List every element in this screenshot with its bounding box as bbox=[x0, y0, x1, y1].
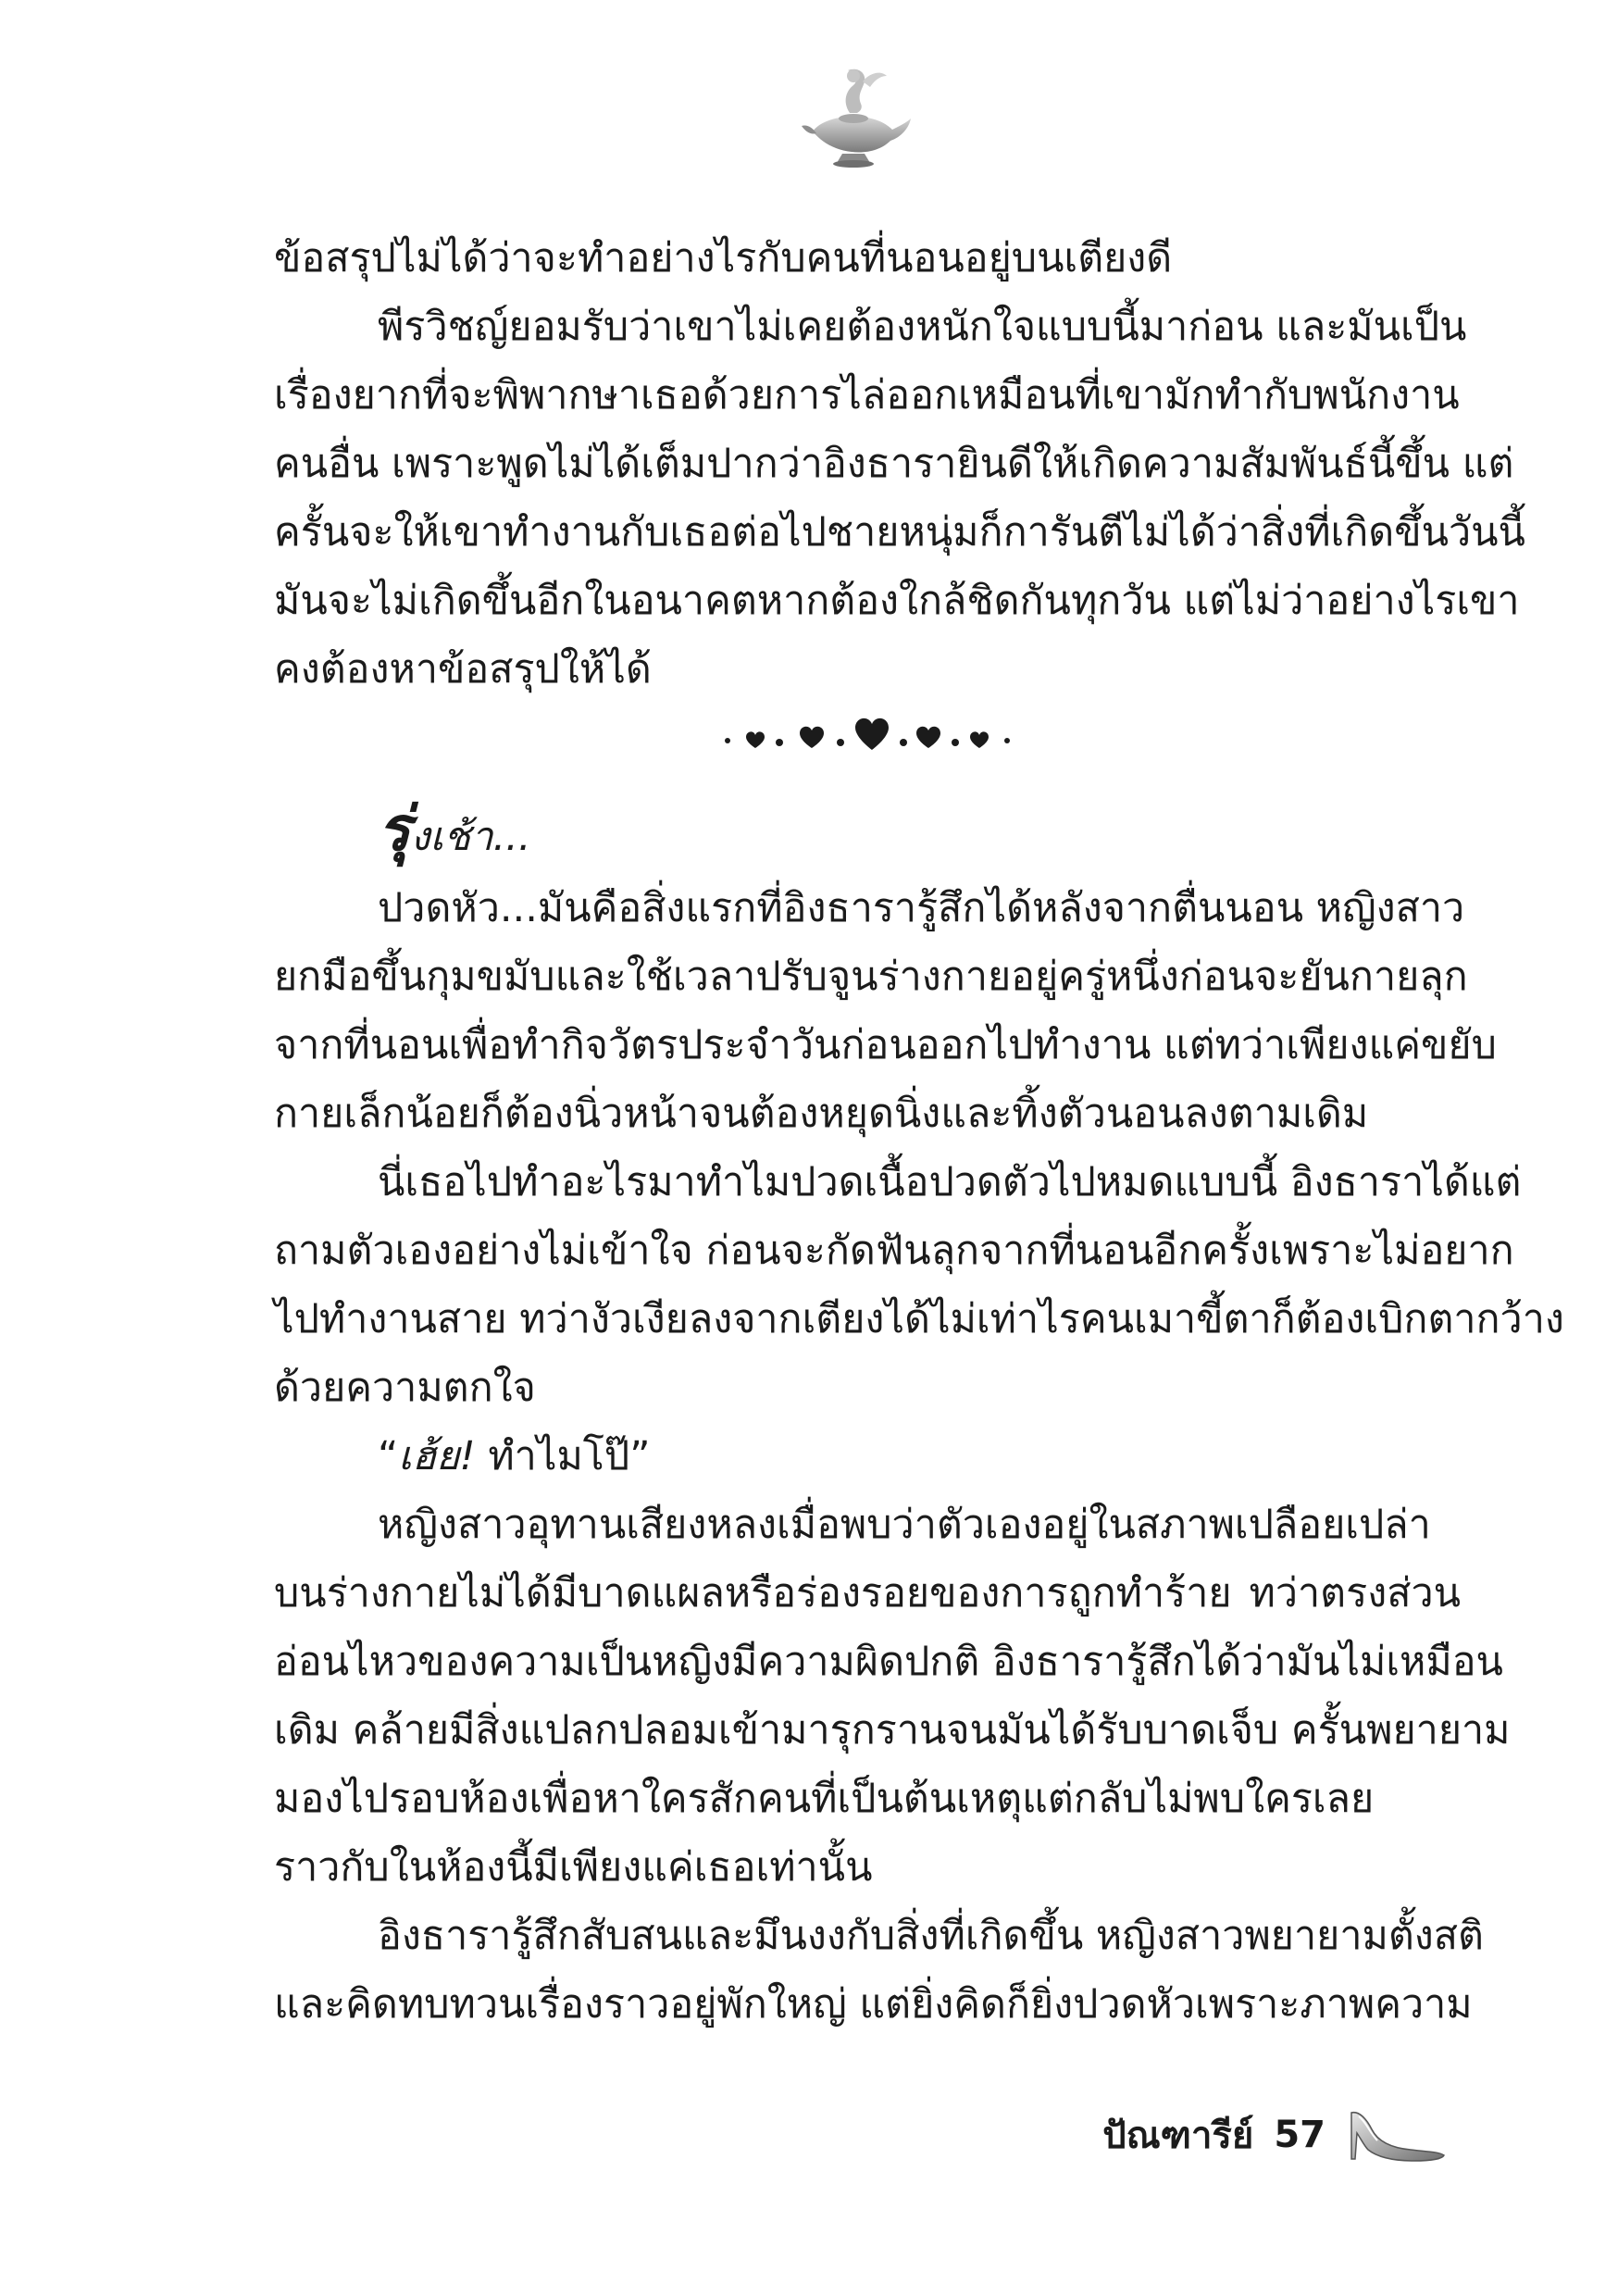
scene-opening-text: งเช้า... bbox=[410, 814, 531, 860]
text-line: บนร่างกายไม่ได้มีบาดแผลหรือร่องรอยของการถูกทำร้าย ทว่าตรงส่วน bbox=[274, 1570, 1461, 1616]
paragraph-group-1 bbox=[274, 224, 1525, 704]
text-line: ไปทำงานสาย ทว่างัวเงียลงจากเตียงได้ไม่เท่าไรคนเมาขี้ตาก็ต้องเบิกตากว้าง bbox=[274, 1296, 1564, 1342]
paragraph-group-2 bbox=[274, 874, 1564, 1422]
scene-separator bbox=[274, 704, 1461, 785]
text-line: ข้อสรุปไม่ได้ว่าจะทำอย่างไรกับคนที่นอนอยู่บนเตียงดี bbox=[274, 235, 1173, 281]
text-line: คงต้องหาข้อสรุปให้ได้ bbox=[274, 646, 652, 693]
dialogue-line bbox=[274, 1422, 1461, 1491]
dialogue-rest: ทำไมโป๊” bbox=[475, 1433, 651, 1479]
high-heel-shoe-icon bbox=[1346, 2105, 1448, 2165]
genie-lamp-icon bbox=[796, 54, 916, 174]
text-line: มองไปรอบห้องเพื่อหาใครสักคนที่เป็นต้นเหตุแต่กลับไม่พบใครเลย bbox=[274, 1776, 1375, 1822]
text-line: พีรวิชญ์ยอมรับว่าเขาไม่เคยต้องหนักใจแบบนี้มาก่อน และมันเป็น bbox=[378, 304, 1467, 350]
paragraph-group-3 bbox=[274, 1491, 1511, 2039]
text-line: คนอื่น เพราะพูดไม่ได้เต็มปากว่าอิงธารายินดีให้เกิดความสัมพันธ์นี้ขึ้น แต่ bbox=[274, 441, 1514, 487]
text-line: หญิงสาวอุทานเสียงหลงเมื่อพบว่าตัวเองอยู่ในสภาพเปลือยเปล่า bbox=[378, 1502, 1431, 1548]
text-line: ราวกับในห้องนี้มีเพียงแค่เธอเท่านั้น bbox=[274, 1844, 873, 1890]
text-line: ยกมือขึ้นกุมขมับและใช้เวลาปรับจูนร่างกายอยู่ครู่หนึ่งก่อนจะยันกายลุก bbox=[274, 954, 1468, 1000]
book-title: ปัณฑารีย์ bbox=[1102, 2115, 1254, 2157]
text-line: เรื่องยากที่จะพิพากษาเธอด้วยการไล่ออกเหมือนที่เขามักทำกับพนักงาน bbox=[274, 372, 1460, 418]
page-number: 57 bbox=[1274, 2114, 1326, 2156]
dropcap-letter: รุ่ bbox=[378, 793, 411, 865]
dialogue-exclamation: เฮ้ย! bbox=[398, 1433, 476, 1479]
page-footer bbox=[1102, 2098, 1448, 2172]
text-line: กายเล็กน้อยก็ต้องนิ่วหน้าจนต้องหยุดนิ่งและทิ้งตัวนอนลงตามเดิม bbox=[274, 1091, 1369, 1137]
text-line: ปวดหัว...มันคือสิ่งแรกที่อิงธารารู้สึกได้หลังจากตื่นนอน หญิงสาว bbox=[378, 885, 1465, 931]
text-line: ด้วยความตกใจ bbox=[274, 1365, 536, 1411]
body-text bbox=[274, 224, 1564, 2039]
text-line: อ่อนไหวของความเป็นหญิงมีความผิดปกติ อิงธารารู้สึกได้ว่ามันไม่เหมือน bbox=[274, 1639, 1503, 1685]
scene-opening bbox=[274, 785, 1461, 874]
text-line: นี่เธอไปทำอะไรมาทำไมปวดเนื้อปวดตัวไปหมดแบบนี้ อิงธาราได้แต่ bbox=[378, 1159, 1522, 1205]
text-line: ถามตัวเองอย่างไม่เข้าใจ ก่อนจะกัดฟันลุกจากที่นอนอีกครั้งเพราะไม่อยาก bbox=[274, 1228, 1514, 1274]
text-line: มันจะไม่เกิดขึ้นอีกในอนาคตหากต้องใกล้ชิดกันทุกวัน แต่ไม่ว่าอย่างไรเขา bbox=[274, 578, 1520, 624]
text-line: เดิม คล้ายมีสิ่งแปลกปลอมเข้ามารุกรานจนมันได้รับบาดเจ็บ ครั้นพยายาม bbox=[274, 1707, 1511, 1753]
text-line: และคิดทบทวนเรื่องราวอยู่พักใหญ่ แต่ยิ่งคิดก็ยิ่งปวดหัวเพราะภาพความ bbox=[274, 1981, 1473, 2028]
text-line: จากที่นอนเพื่อทำกิจวัตรประจำวันก่อนออกไปทำงาน แต่ทว่าเพียงแค่ขยับ bbox=[274, 1022, 1497, 1068]
hearts-ornament-icon bbox=[718, 711, 1024, 767]
text-line: อิงธารารู้สึกสับสนและมึนงงกับสิ่งที่เกิดขึ้น หญิงสาวพยายามตั้งสติ bbox=[378, 1913, 1484, 1959]
dialogue-open-quote: “ bbox=[378, 1433, 399, 1479]
text-line: ครั้นจะให้เขาทำงานกับเธอต่อไปชายหนุ่มก็การันตีไม่ได้ว่าสิ่งที่เกิดขึ้นวันนี้ bbox=[274, 509, 1525, 555]
